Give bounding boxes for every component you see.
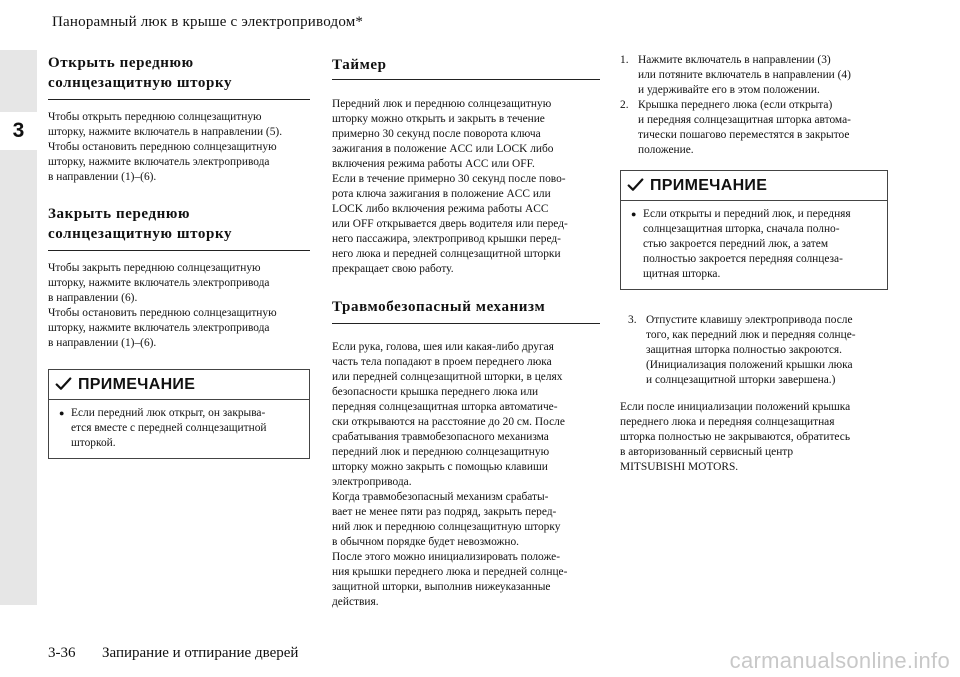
note-text: Если передний люк открыт, он закрыва- ется вместе с передней солнцезащитной шторкой. bbox=[71, 407, 267, 449]
list-item bbox=[620, 313, 888, 388]
close-shade-text: Чтобы закрыть переднюю солнцезащитную шторку, нажмите включатель электропривода в направлении (6). Чтобы остановить переднюю солнцезащитную шторку, нажмите включатель электропривода в направлении (1)–(6). bbox=[48, 262, 277, 349]
note-box bbox=[48, 369, 310, 459]
safety-heading: Травмобезопасный механизм bbox=[332, 299, 546, 315]
heading-divider bbox=[48, 99, 310, 100]
step-text: Отпустите клавишу электропривода после того, как передний люк и передняя солнце- защитная шторка полностью закроются. (Инициализация положений крышки люка и солнцезащитной шторки завершена.) bbox=[646, 314, 856, 386]
note-header bbox=[621, 171, 887, 201]
close-shade-heading: Закрыть переднюю солнцезащитную шторку bbox=[48, 206, 233, 242]
note-box bbox=[620, 170, 888, 290]
step-text: Нажмите включатель в направлении (3) или потяните включатель в направлении (4) и удерживайте его в этом положении. bbox=[638, 54, 851, 96]
footer-section-title: Запирание и отпирание дверей bbox=[102, 645, 299, 661]
open-shade-text: Чтобы открыть переднюю солнцезащитную шторку, нажмите включатель в направлении (5). Чтобы остановить переднюю солнцезащитную шторку, нажмите включатель электропривода в направлении (1)–(6). bbox=[48, 111, 283, 183]
column-left bbox=[48, 53, 310, 459]
chapter-tab: 3 bbox=[0, 112, 37, 150]
note-content bbox=[49, 400, 309, 458]
final-text: Если после инициализации положений крышка переднего люка и передняя солнцезащитная шторка полностью не закрываются, обратитесь в авторизованный сервисный центр MITSUBISHI MOTORS. bbox=[620, 401, 851, 473]
bullet-icon: ● bbox=[59, 408, 65, 418]
note-text: Если открыты и передний люк, и передняя солнцезащитная шторка, сначала полно- стью закроется передний люк, а затем полностью закроется передняя солнцеза- щитная шторка. bbox=[643, 208, 851, 280]
heading-divider bbox=[332, 323, 600, 324]
heading-divider bbox=[48, 250, 310, 251]
note-header bbox=[49, 370, 309, 400]
note-label: ПРИМЕЧАНИЕ bbox=[78, 375, 196, 393]
open-shade-heading: Открыть переднюю солнцезащитную шторку bbox=[48, 55, 233, 91]
step-number: 3. bbox=[628, 314, 637, 326]
column-right bbox=[620, 53, 888, 475]
pencil-check-icon bbox=[55, 376, 72, 393]
column-middle bbox=[332, 53, 600, 610]
list-item bbox=[620, 98, 888, 158]
step-text: Крышка переднего люка (если открыта) и передняя солнцезащитная шторка автома- тически пошагово переместятся в закрытое положение. bbox=[638, 99, 851, 156]
list-item bbox=[620, 53, 888, 98]
page-header-title: Панорамный люк в крыше с электроприводом* bbox=[52, 14, 364, 30]
note-content bbox=[621, 201, 887, 289]
pencil-check-icon bbox=[627, 177, 644, 194]
watermark: carmanualsonline.info bbox=[729, 648, 950, 673]
timer-text: Передний люк и переднюю солнцезащитную шторку можно открыть и закрыть в течение примерно 30 секунд после поворота ключа зажигания в положение ACC или LOCK либо включения режима работы ACC или OFF. Если в течение примерно 30 секунд после пово- рота ключа зажигания в положение ACC или LOCK либо включения режима работы ACC или OFF открывается дверь водителя или перед- него пассажира, электропривод крышки перед- него люка и передней солнцезащитной шторки прекращает свою работу. bbox=[332, 98, 568, 275]
bullet-icon: ● bbox=[631, 209, 637, 219]
step-number: 1. bbox=[620, 54, 629, 66]
timer-heading: Таймер bbox=[332, 57, 387, 73]
note-label: ПРИМЕЧАНИЕ bbox=[650, 176, 768, 194]
step-number: 2. bbox=[620, 99, 629, 111]
safety-text: Если рука, голова, шея или какая-либо другая часть тела попадают в проем переднего люка или передней солнцезащитной шторки, в целях безопасности крышка переднего люка или передняя солнцезащитная шторка автоматиче- ски открываются на расстояние до 20 см. После срабатывания травмобезопасного механизма передний люк и переднюю солнцезащитную шторку можно закрыть с помощью клавиши электропривода. Когда травмобезопасный механизм срабаты- вает не менее пяти раз подряд, закрыть перед- ний люк и переднюю солнцезащитную шторку в обычном порядке будет невозможно. После этого можно инициализировать положе- ния крышки переднего люка и передней солнце- защитной шторки, выполнив нижеуказанные действия. bbox=[332, 341, 568, 608]
page-number: 3-36 bbox=[48, 645, 76, 661]
heading-divider bbox=[332, 79, 600, 80]
